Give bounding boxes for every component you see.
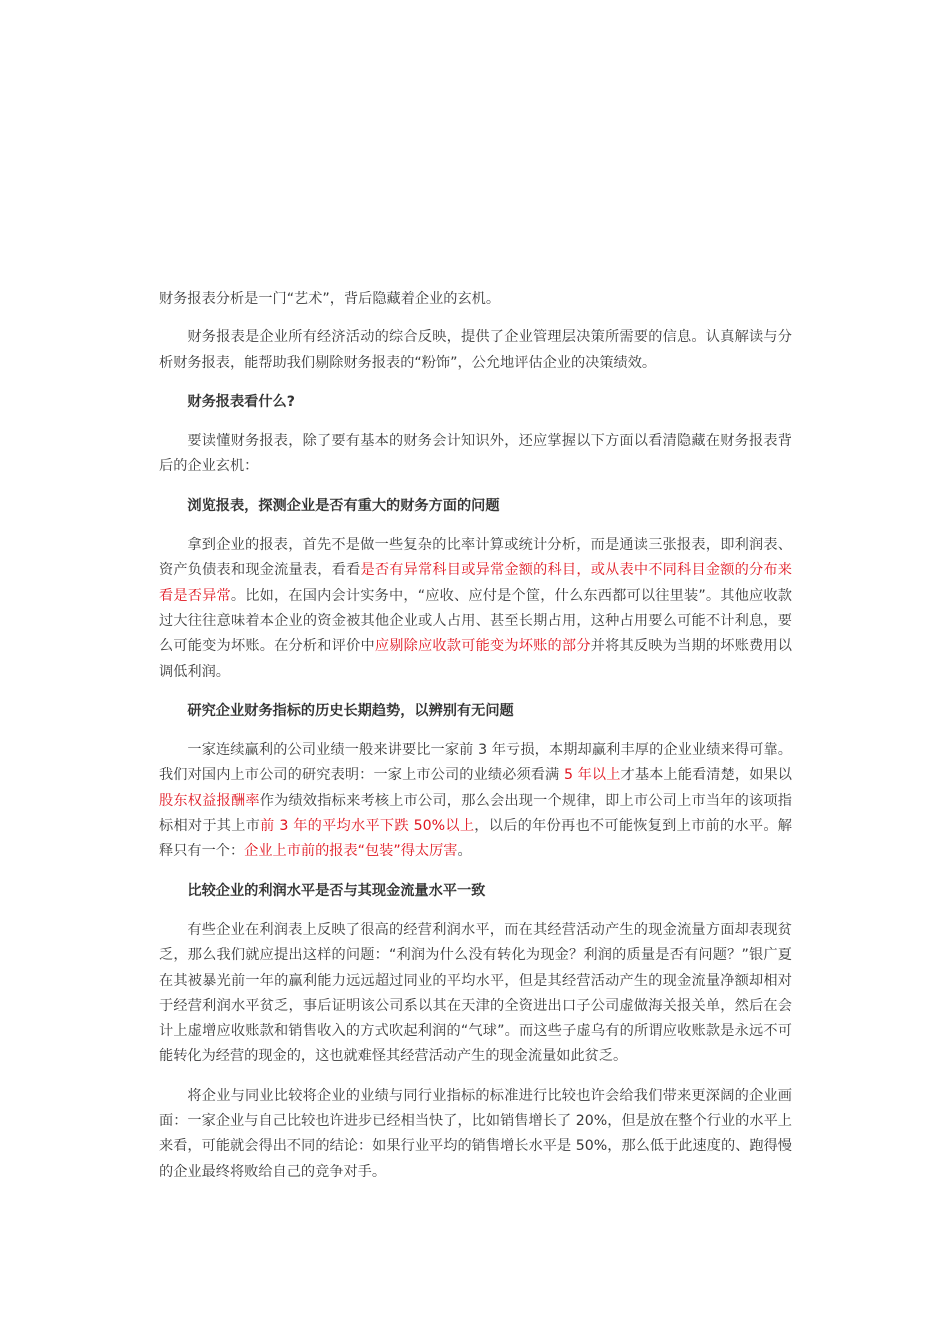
highlight-text: 企业上市前的报表“包装”得太厉害: [244, 843, 458, 860]
document-body: [159, 287, 792, 1199]
section-heading-browse-reports: 浏览报表，探测企业是否有重大的财务方面的问题: [187, 497, 500, 514]
paragraph-industry-comparison: 将企业与同业比较将企业的业绩与同行业指标的标准进行比较也许会给我们带来更深阔的企业画面：一家企业与自己比较也许进步已经相当快了，比如销售增长了 20%，但是放在整个行业的水平上来看，可能就会得出不同的结论：如果行业平均的销售增长水平是 50%，那么低于此速度的、跑得慢的企业最终将败给自己的竞争对手。: [159, 1087, 792, 1180]
section-heading-what-to-read: 财务报表看什么?: [187, 393, 295, 410]
section-heading-historical-trend: 研究企业财务指标的历史长期趋势，以辨别有无问题: [187, 702, 514, 719]
highlight-text: 前 3 年的平均水平下跌 50%以上: [260, 818, 475, 835]
paragraph-how-to-read: 要读懂财务报表，除了要有基本的财务会计知识外，还应掌握以下方面以看清隐藏在财务报表背后的企业玄机：: [159, 433, 792, 475]
text-run: 并将其反映为当期的坏账费用以调低利润。: [159, 638, 792, 680]
text-run: 。比如，在国内会计实务中，“应收、应付是个筐，什么东西都可以往里装”。其他应收款过大往往意味着本企业的资金被其他企业或人占用、甚至长期占用，这种占用要么可能不计利息，要么可能变为坏账。在分析和评价中: [159, 587, 792, 655]
paragraph-historical-trend: [159, 738, 792, 864]
text-run: ，以后的年份再也不可能恢复到上市前的水平。解释只有一个：: [159, 818, 792, 860]
highlight-text: 应剔除应收款可能变为坏账的部分: [374, 638, 591, 655]
paragraph-profit-vs-cashflow: 有些企业在利润表上反映了很高的经营利润水平，而在其经营活动产生的现金流量方面却表现贫乏，那么我们就应提出这样的问题：“利润为什么没有转化为现金？利润的质量是否有问题？”银广夏在其被暴光前一年的赢利能力远远超过同业的平均水平，但是其经营活动产生的现金流量净额却相对于经营利润水平贫乏，事后证明该公司系以其在天津的全资进出口子公司虚做海关报关单，然后在会计上虚增应收账款和销售收入的方式吹起利润的“气球”。而这些子虚乌有的所谓应收账款是永远不可能转化为经营的现金的，这也就难怪其经营活动产生的现金流量如此贫乏。: [159, 921, 792, 1065]
paragraph-overview: 财务报表是企业所有经济活动的综合反映，提供了企业管理层决策所需要的信息。认真解读与分析财务报表，能帮助我们剔除财务报表的“粉饰”，公允地评估企业的决策绩效。: [159, 329, 792, 371]
text-run: 拿到企业的报表，首先不是做一些复杂的比率计算或统计分析，而是通读三张报表，即利润表、资产负债表和现金流量表，看看: [159, 537, 792, 579]
paragraph-browse-reports: [159, 533, 792, 685]
text-run: 。: [457, 843, 472, 860]
highlight-text: 5 年以上: [563, 767, 621, 784]
highlight-text: 股东权益报酬率: [159, 792, 260, 809]
intro-line: 财务报表分析是一门“艺术”，背后隐藏着企业的玄机。: [159, 291, 501, 307]
section-heading-profit-vs-cashflow: 比较企业的利润水平是否与其现金流量水平一致: [187, 882, 486, 899]
highlight-text: 是否有异常科目或异常金额的科目，或从表中不同科目金额的分布来看是否异常: [159, 562, 792, 604]
text-run: 才基本上能看清楚，如果以: [620, 767, 792, 784]
text-run: 一家连续赢利的公司业绩一般来讲要比一家前 3 年亏损，本期却赢利丰厚的企业业绩来得可靠。我们对国内上市公司的研究表明：一家上市公司的业绩必须看满: [159, 742, 792, 784]
text-run: 作为绩效指标来考核上市公司，那么会出现一个规律，即上市公司上市当年的该项指标相对于其上市: [159, 792, 792, 835]
